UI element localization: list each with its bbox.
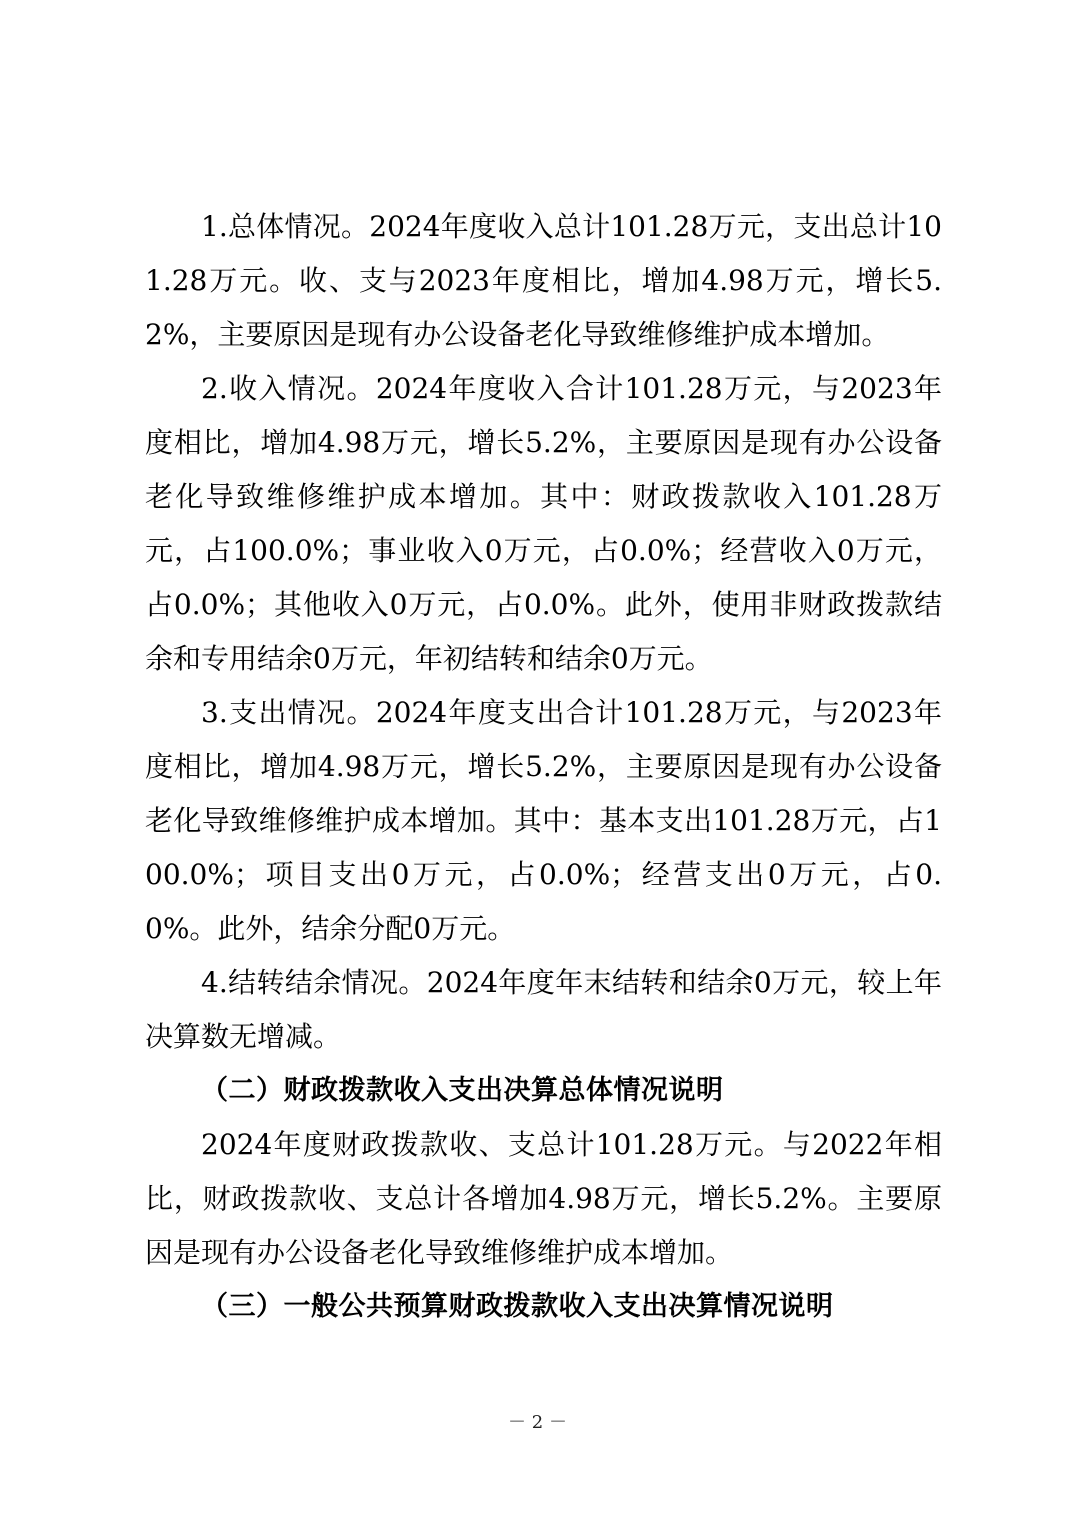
paragraph-expenditure: 3.支出情况。2024年度支出合计101.28万元，与2023年度相比，增加4.98万元，增长5.2%，主要原因是现有办公设备老化导致维修维护成本增加。其中：基本支出101.28万元，占100.0%；项目支出0万元，占0.0%；经营支出0万元，占0.0%。此外，结余分配0万元。 xyxy=(145,696,942,945)
paragraph-overall: 1.总体情况。2024年度收入总计101.28万元，支出总计101.28万元。收、支与2023年度相比，增加4.98万元，增长5.2%，主要原因是现有办公设备老化导致维修维护成本增加。 xyxy=(145,210,942,351)
page-number: － 2 － xyxy=(508,1412,567,1433)
section-heading-fiscal-overall: （二）财政拨款收入支出决算总体情况说明 xyxy=(201,1075,724,1106)
paragraph-income: 2.收入情况。2024年度收入合计101.28万元，与2023年度相比，增加4.98万元，增长5.2%，主要原因是现有办公设备老化导致维修维护成本增加。其中：财政拨款收入101.28万元，占100.0%；事业收入0万元，占0.0%；经营收入0万元，占0.0%；其他收入0万元，占0.0%。此外，使用非财政拨款结余和专用结余0万元，年初结转和结余0万元。 xyxy=(145,372,942,675)
paragraph-carryover: 4.结转结余情况。2024年度年末结转和结余0万元，较上年决算数无增减。 xyxy=(145,966,942,1053)
document-body xyxy=(145,200,942,1334)
paragraph-fiscal-overall: 2024年度财政拨款收、支总计101.28万元。与2022年相比，财政拨款收、支总计各增加4.98万元，增长5.2%。主要原因是现有办公设备老化导致维修维护成本增加。 xyxy=(145,1128,942,1269)
section-heading-general-budget: （三）一般公共预算财政拨款收入支出决算情况说明 xyxy=(201,1291,834,1322)
